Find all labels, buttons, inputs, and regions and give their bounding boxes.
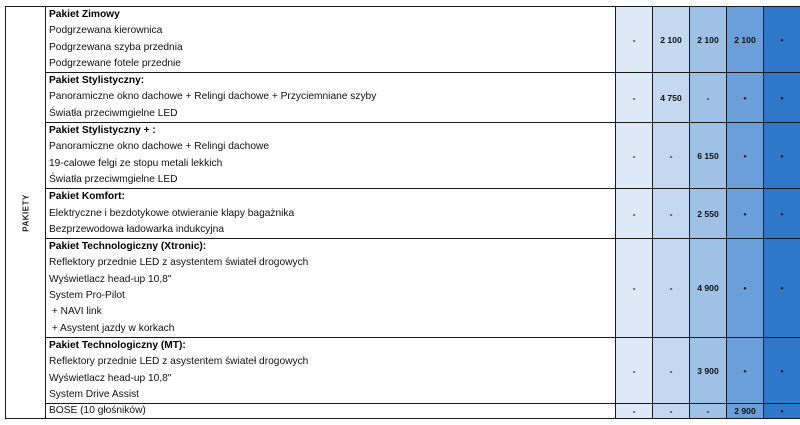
package-feature: Wyświetlacz head-up 10,8" xyxy=(49,273,172,285)
package-name: Pakiet Stylistyczny: xyxy=(49,75,145,87)
price-cell: • xyxy=(764,189,800,239)
package-feature: Panoramiczne okno dachowe + Relingi dachowe xyxy=(49,141,270,153)
table-row xyxy=(6,7,800,73)
price-cell: - xyxy=(616,337,653,403)
price-cell: 4 900 xyxy=(690,239,727,338)
package-description-cell xyxy=(46,239,616,338)
price-cell: - xyxy=(690,73,727,123)
price-cell: - xyxy=(616,73,653,123)
price-cell: - xyxy=(653,189,690,239)
price-cell: 2 100 xyxy=(727,7,764,73)
price-cell: - xyxy=(653,239,690,338)
price-cell: 6 150 xyxy=(690,123,727,189)
package-feature: System Pro-Pilot xyxy=(49,290,125,302)
table-row xyxy=(6,123,800,189)
price-cell: • xyxy=(727,123,764,189)
package-feature: Panoramiczne okno dachowe + Relingi dachowe + Przyciemniane szyby xyxy=(49,91,377,103)
table-row xyxy=(6,404,800,419)
price-cell: • xyxy=(764,404,800,419)
package-description-cell xyxy=(46,337,616,403)
price-cell: - xyxy=(616,7,653,73)
price-cell: 2 550 xyxy=(690,189,727,239)
package-name: Pakiet Technologiczny (Xtronic): xyxy=(49,241,207,253)
price-cell: - xyxy=(616,404,653,419)
price-cell: - xyxy=(616,123,653,189)
price-cell: • xyxy=(727,337,764,403)
package-name: Pakiet Komfort: xyxy=(49,191,125,203)
price-cell: - xyxy=(653,404,690,419)
price-cell: • xyxy=(727,73,764,123)
price-cell: 4 750 xyxy=(653,73,690,123)
table-row xyxy=(6,239,800,338)
package-feature: Światła przeciwmgielne LED xyxy=(49,173,178,185)
price-cell: - xyxy=(653,337,690,403)
table-row xyxy=(6,189,800,239)
price-cell: • xyxy=(764,123,800,189)
price-cell: - xyxy=(616,189,653,239)
price-cell: - xyxy=(616,239,653,338)
section-label-cell xyxy=(6,7,46,419)
package-description-cell xyxy=(46,7,616,73)
price-cell: • xyxy=(727,239,764,338)
price-cell: - xyxy=(653,123,690,189)
packages-price-table xyxy=(5,6,800,419)
price-cell: • xyxy=(764,239,800,338)
package-feature: System Drive Assist xyxy=(49,388,140,400)
package-description-cell xyxy=(46,123,616,189)
price-cell: • xyxy=(764,337,800,403)
package-feature: Bezprzewodowa ładowarka indukcyjna xyxy=(49,223,224,235)
package-feature: + NAVI link xyxy=(49,306,102,318)
package-description-cell xyxy=(46,404,616,419)
package-feature: Wyświetlacz head-up 10,8" xyxy=(49,372,172,384)
package-feature: Podgrzewana szyba przednia xyxy=(49,41,183,53)
package-feature: + Asystent jazdy w korkach xyxy=(49,322,175,334)
package-name: BOSE (10 głośników) xyxy=(49,405,146,417)
price-cell: - xyxy=(690,404,727,419)
price-cell: • xyxy=(727,189,764,239)
price-cell: 2 100 xyxy=(690,7,727,73)
price-cell: 2 900 xyxy=(727,404,764,419)
package-feature: Podgrzewane fotele przednie xyxy=(49,57,181,69)
price-cell: • xyxy=(764,73,800,123)
package-feature: Elektryczne i bezdotykowe otwieranie klapy bagażnika xyxy=(49,207,295,219)
package-description-cell xyxy=(46,189,616,239)
table-row xyxy=(6,337,800,403)
price-cell: 3 900 xyxy=(690,337,727,403)
package-name: Pakiet Zimowy xyxy=(49,9,120,20)
package-feature: 19-calowe felgi ze stopu metali lekkich xyxy=(49,157,223,169)
price-cell: 2 100 xyxy=(653,7,690,73)
table-row xyxy=(6,73,800,123)
package-name: Pakiet Technologiczny (MT): xyxy=(49,339,186,351)
section-label: PAKIETY xyxy=(21,193,30,232)
package-feature: Podgrzewana kierownica xyxy=(49,25,163,37)
package-feature: Reflektory przednie LED z asystentem świateł drogowych xyxy=(49,257,309,269)
package-name: Pakiet Stylistyczny + : xyxy=(49,125,156,137)
price-cell: • xyxy=(764,7,800,73)
package-feature: Światła przeciwmgielne LED xyxy=(49,107,178,119)
table-body xyxy=(6,7,800,419)
package-description-cell xyxy=(46,73,616,123)
package-feature: Reflektory przednie LED z asystentem świateł drogowych xyxy=(49,356,309,368)
